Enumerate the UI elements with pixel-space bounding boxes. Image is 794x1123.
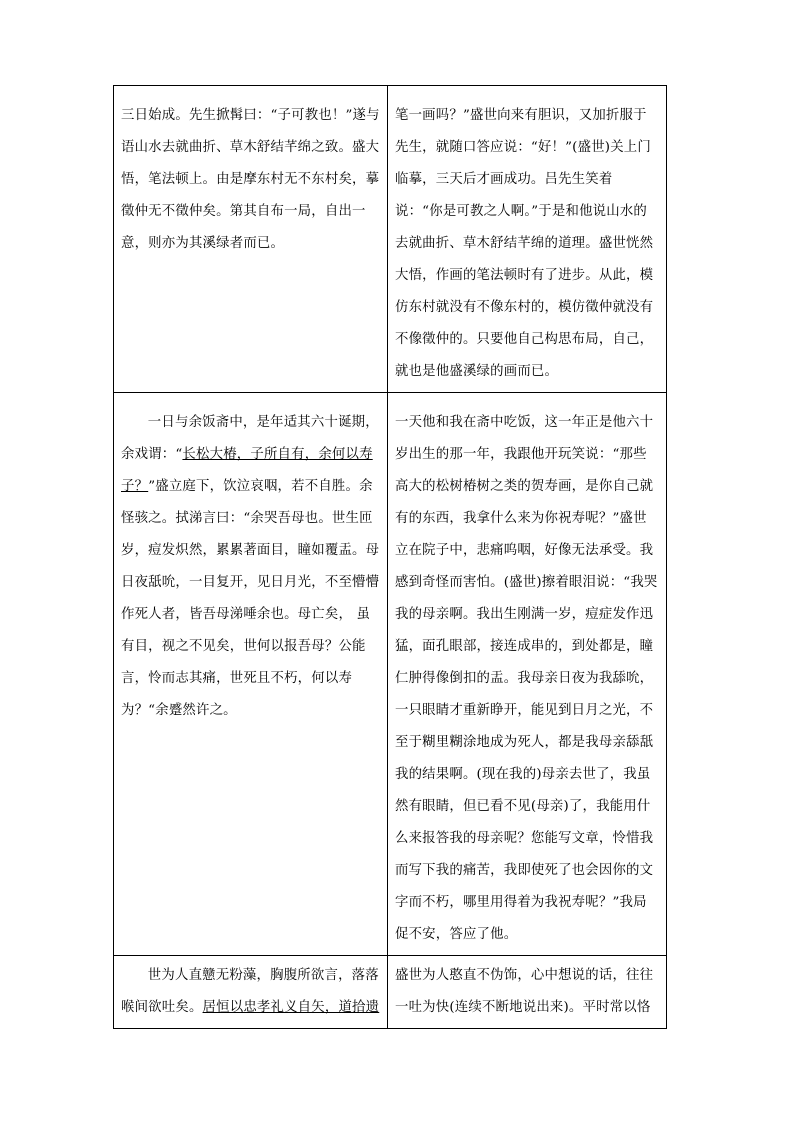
- classical-cell: [114, 956, 388, 1029]
- translation-text: [395, 407, 660, 951]
- classical-text: [121, 407, 381, 727]
- translation-text: [395, 100, 660, 388]
- underlined-text-segment: 居恒以忠孝礼义自矢，道拾遗: [202, 1000, 380, 1015]
- text-segment: 一日与余饭斋中，是年适其六十诞期，余戏谓：“: [121, 415, 379, 462]
- translation-text: [395, 960, 660, 1024]
- table-row: [114, 86, 667, 393]
- text-segment: 盛世为人憨直不伪饰，心中想说的话，往往一吐为快(连续不断地说出来)。平时常以恪: [395, 968, 654, 1015]
- text-segment: 世为人直戆无粉藻，胸腹所欲言，落落喉间欲吐矣。: [121, 968, 379, 1015]
- text-segment: 笔一画吗？”盛世向来有胆识，又加折服于先生，就随口答应说：“好！”(盛世)关上门临摹，三天后才画成功。吕先生笑着说：“你是可教之人啊。”于是和他说山水的去就曲折、草木舒结芊绵的道理。盛世恍然大悟，作画的笔法顿时有了进步。从此，模仿东村就没有不像东村的，模仿徵仲就没有不像徵仲的。只要他自己构思布局，自己，就也是他盛溪绿的画而已。: [395, 108, 654, 379]
- underlined-text-segment: 长松大椿，子所自有，余何以寿子？: [121, 447, 373, 494]
- table-row: [114, 393, 667, 956]
- classical-text: [121, 100, 381, 260]
- table-row: [114, 956, 667, 1029]
- classical-cell: [114, 393, 388, 956]
- text-segment: 一天他和我在斋中吃饭，这一年正是他六十岁出生的那一年，我跟他开玩笑说：“那些高大的松树椿树之类的贺寿画，是你自己就有的东西，我拿什么来为你祝寿呢？”盛世立在院子中，悲痛呜咽，好像无法承受。我感到奇怪而害怕。(盛世)擦着眼泪说：“我哭我的母亲啊。我出生刚满一岁，痘症发作迅猛，面孔眼部，接连成串的，到处都是，瞳仁肿得像倒扣的盂。我母亲日夜为我舔吮，一只眼睛才重新睁开，能见到日月之光，不至于糊里糊涂地成为死人，都是我母亲舔舐我的结果啊。(现在我的)母亲去世了，我虽然有眼睛，但已看不见(母亲)了，我能用什么来报答我的母亲呢？您能写文章，怜惜我而写下我的痛苦，我即使死了也会因你的文字而不朽，哪里用得着为我祝寿呢？”我局促不安，答应了他。: [395, 415, 658, 942]
- translation-table: [113, 85, 667, 1029]
- text-segment: 三日始成。先生掀髯曰：“子可教也！”遂与语山水去就曲折、草木舒结芊绵之致。盛大悟，笔法顿上。由是摩东村无不东村矣，摹徵仲无不徵仲矣。第其自布一局，自出一意，则亦为其溪绿者而已。: [121, 108, 380, 251]
- translation-cell: [388, 86, 667, 393]
- translation-cell: [388, 393, 667, 956]
- classical-text: [121, 960, 381, 1024]
- translation-cell: [388, 956, 667, 1029]
- text-segment: ”盛立庭下，饮泣哀咽，若不自胜。余怪骇之。拭涕言曰：“余哭吾母也。世生匝岁，痘发炽然，累累著面目，瞳如覆盂。母日夜舐吮，一目复开，见日月光，不至懵懵作死人者，皆吾母涕唾余也。母亡矣， 虽有目，视之不见矣，世何以报吾母？公能言，怜而志其痛，世死且不朽，何以寿为？“余蹙然许之。: [121, 479, 380, 718]
- classical-cell: [114, 86, 388, 393]
